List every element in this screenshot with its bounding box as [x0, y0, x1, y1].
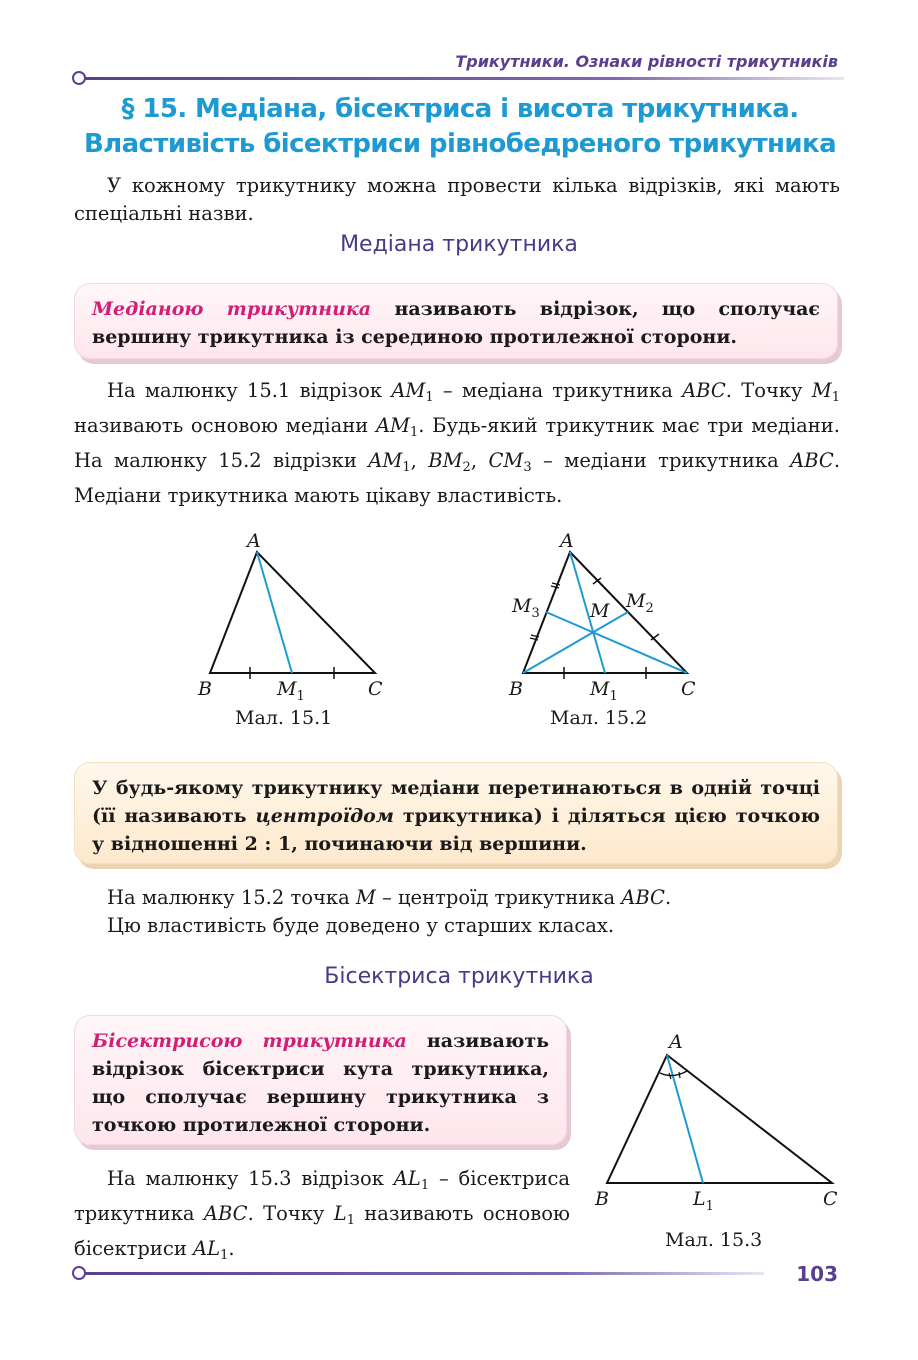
- label-a: A: [247, 530, 261, 552]
- caption-15-3: Мал. 15.3: [665, 1229, 763, 1251]
- label-c: C: [681, 678, 696, 700]
- label-b: B: [595, 1188, 609, 1210]
- section-title-line1: § 15. Медіана, бісектриса і висота трикутника.: [121, 94, 799, 124]
- label-l1: $L_1$: [693, 1188, 714, 1214]
- label-a: A: [669, 1031, 683, 1053]
- median-cm3: [546, 612, 687, 673]
- bisector-definition-box: [74, 1015, 567, 1145]
- bisector-heading: Бісектриса трикутника: [324, 964, 594, 989]
- label-c: C: [823, 1188, 838, 1210]
- triangle-abc: [210, 552, 375, 673]
- centroid-term: центроїдом: [255, 805, 394, 827]
- section-title: [70, 92, 850, 162]
- intro-paragraph: У кожному трикутнику можна провести кілька відрізків, які мають спеціальні назви.: [74, 174, 840, 225]
- section-title-line2: Властивість бісектриси рівнобедреного трикутника: [83, 129, 837, 159]
- median-definition-box: [74, 283, 838, 359]
- angle-tick: [679, 1072, 680, 1078]
- median-heading: Медіана трикутника: [340, 232, 578, 257]
- label-b: B: [198, 678, 212, 700]
- bisector-term: Бісектрисою трикутника: [92, 1030, 407, 1052]
- caption-15-2: Мал. 15.2: [550, 707, 648, 729]
- label-a: A: [560, 530, 574, 552]
- caption-15-1: Мал. 15.1: [235, 707, 333, 729]
- label-b: B: [509, 678, 523, 700]
- top-rule-circle: [72, 71, 86, 85]
- page-number: 103: [796, 1262, 838, 1286]
- bisector-definition-text: називають відрізок бісектриси кута трикутника, що сполучає вершину трикутника з точкою протилежної сторони.: [92, 1030, 550, 1136]
- running-title: Трикутники. Ознаки рівності трикутників: [455, 52, 838, 71]
- figure-15-2: [500, 525, 720, 705]
- label-m1: $M_1$: [277, 678, 305, 704]
- label-m1: $M_1$: [590, 678, 618, 704]
- centroid-note: На малюнку 15.2 точка M – центроїд трикутника ABC.: [107, 886, 672, 909]
- bottom-rule-circle: [72, 1266, 86, 1280]
- figure-15-1: [190, 525, 400, 705]
- median-definition-text: називають відрізок, що сполучає вершину трикутника із серединою протилежної сторони.: [92, 298, 820, 348]
- tick-mark: [551, 586, 559, 588]
- centroid-theorem-box: У будь-якому трикутнику медіани перетинаються в одній точці (її називають центроїдом трикутника) і діляться цією точкою у відношенні 2 : 1, починаючи від вершини.: [74, 762, 838, 864]
- figure-15-3: [585, 1025, 855, 1220]
- top-rule: [74, 77, 844, 80]
- bisector-al1: [667, 1055, 703, 1183]
- label-m2: $M_2$: [626, 590, 654, 616]
- label-m: M: [590, 600, 610, 622]
- proof-note: Цю властивість буде доведено у старших класах.: [107, 914, 615, 937]
- bottom-rule: [74, 1272, 764, 1275]
- median-paragraph: На малюнку 15.1 відрізок $AM_1$ – медіана трикутника ABC. Точку $M_1$ називають основою медіани $AM_1$. Будь-який трикутник має три медіани. На малюнку 15.2 відрізки $AM_1$, $BM_2$, $CM_3$ – медіани трикутника ABC. Медіани трикутника мають цікаву властивість.: [74, 379, 841, 507]
- label-c: C: [368, 678, 383, 700]
- median-bm2: [523, 612, 628, 673]
- label-m3: $M_3$: [512, 595, 540, 621]
- angle-arc: [660, 1071, 687, 1076]
- median-term: Медіаною трикутника: [92, 298, 372, 320]
- bisector-paragraph: На малюнку 15.3 відрізок $AL_1$ – бісектриса трикутника ABC. Точку $L_1$ називають основою бісектриси $AL_1$.: [74, 1167, 570, 1263]
- triangle-abc: [607, 1055, 832, 1183]
